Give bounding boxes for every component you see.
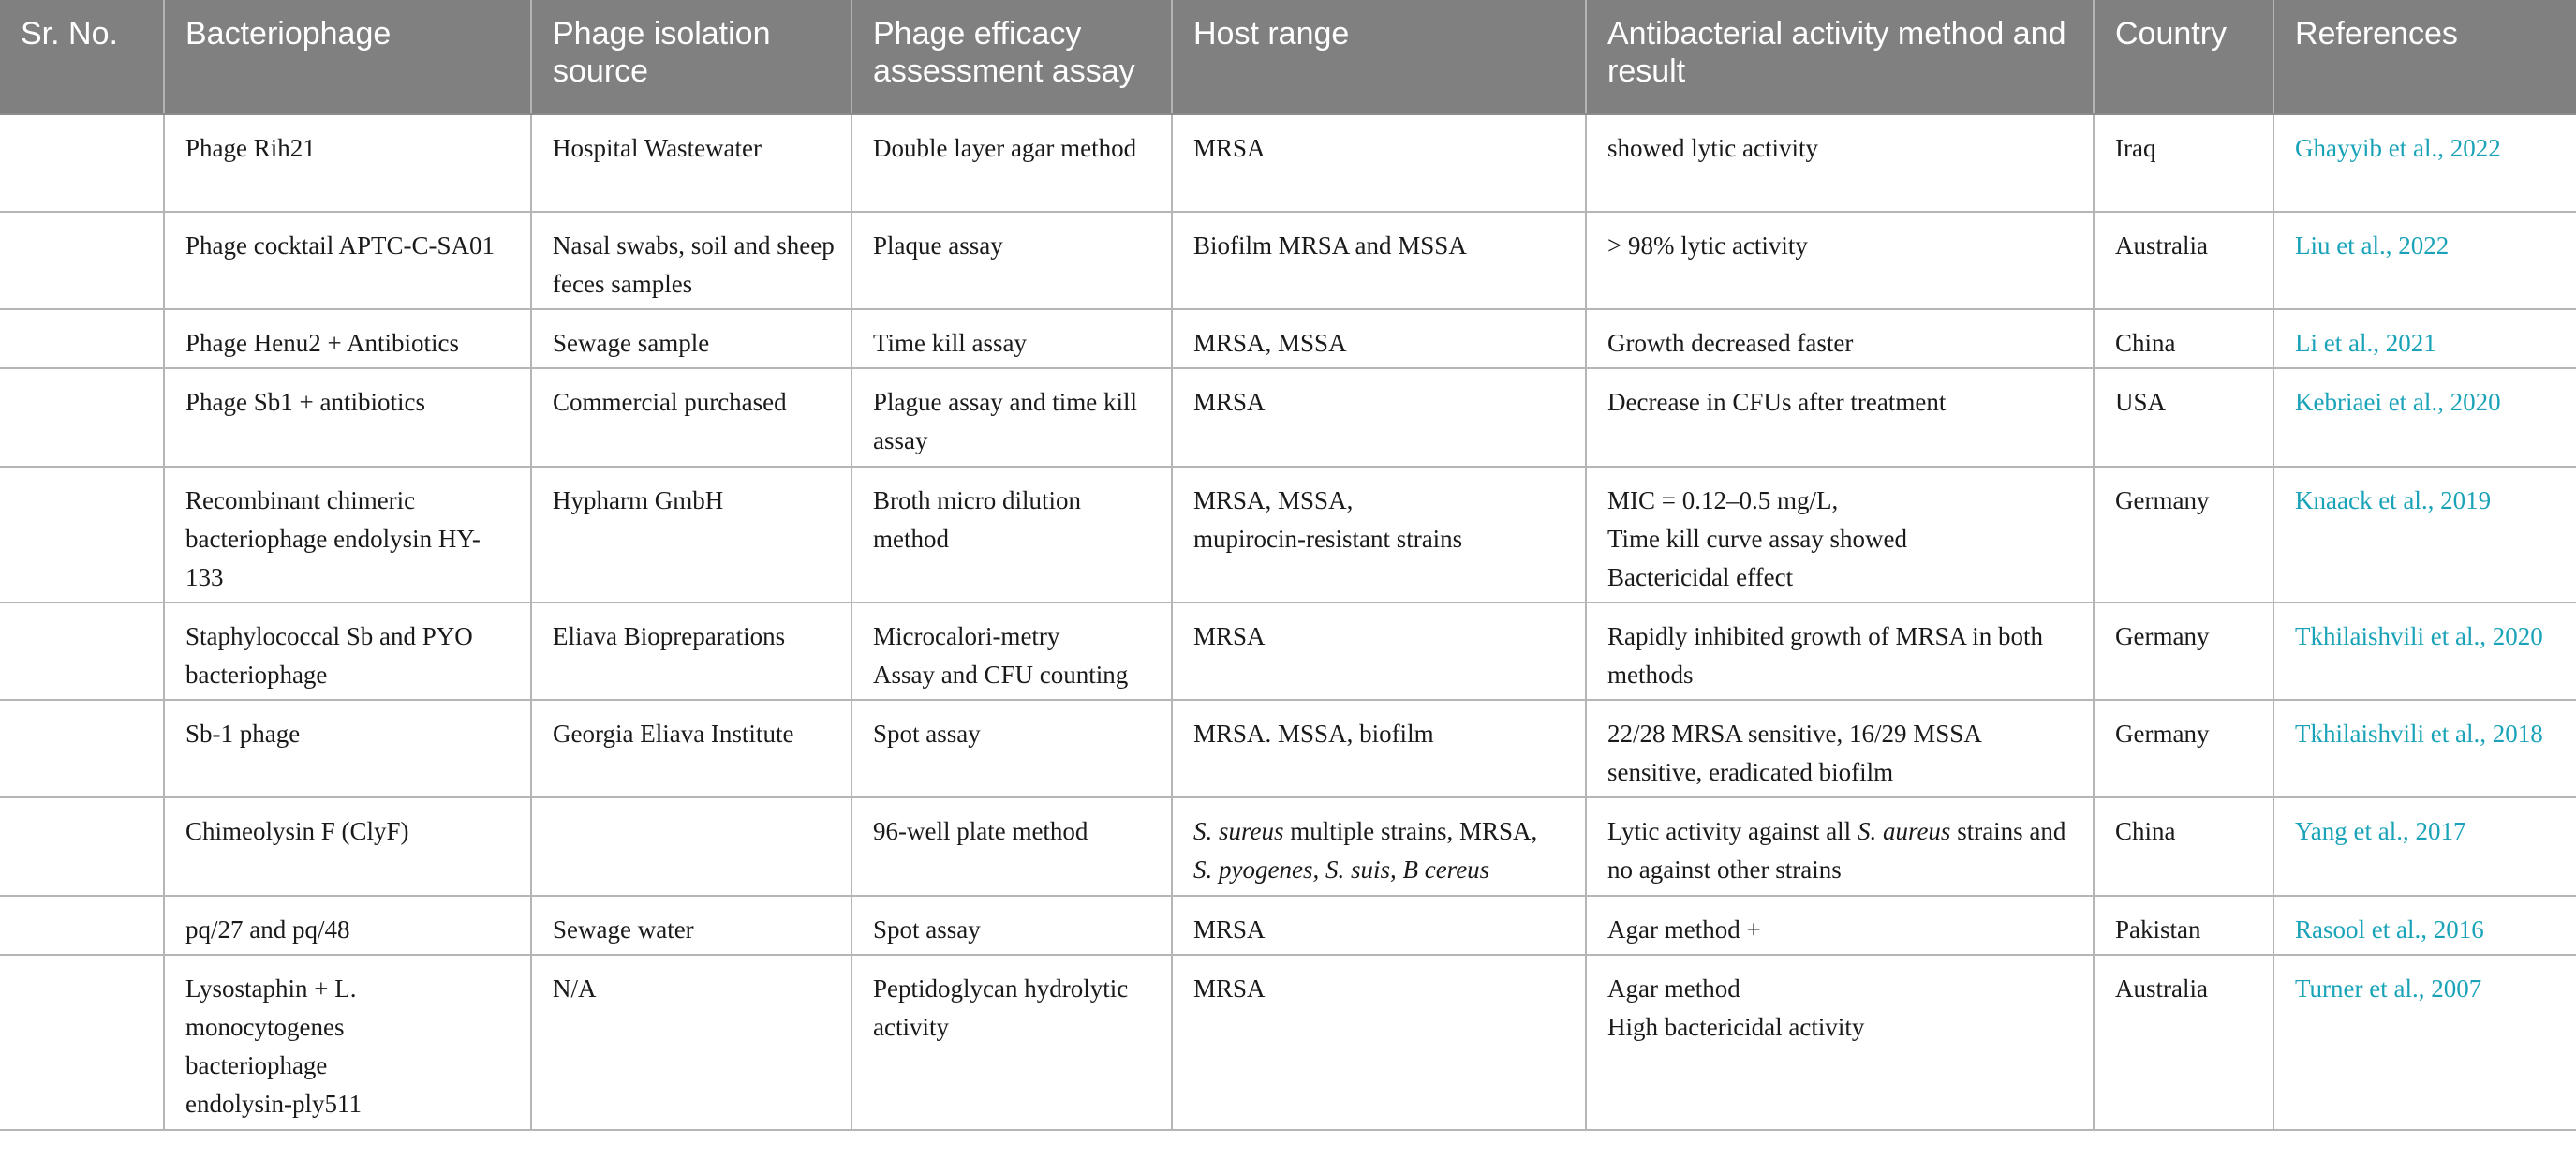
cell-antibacterial-result: showed lytic activity xyxy=(1586,114,2094,212)
cell-country: China xyxy=(2094,309,2273,368)
cell-host-range: MRSA. MSSA, biofilm xyxy=(1172,700,1586,797)
cell-antibacterial-result: Agar method + xyxy=(1586,896,2094,955)
cell-isolation-source: Commercial purchased xyxy=(531,368,851,467)
result-line: MIC = 0.12–0.5 mg/L, xyxy=(1607,486,1839,514)
cell-country: Germany xyxy=(2094,700,2273,797)
reference-author-link[interactable]: Tkhilaishvili et al., xyxy=(2295,622,2486,650)
column-header-efficacy-assay: Phage efficacy assessment assay xyxy=(851,0,1172,114)
cell-host-range: MRSA xyxy=(1172,368,1586,467)
cell-isolation-source: Eliava Biopreparations xyxy=(531,602,851,700)
cell-country: Iraq xyxy=(2094,114,2273,212)
cell-host-range: Biofilm MRSA and MSSA xyxy=(1172,212,1586,309)
bacteriophage-line: Lysostaphin + L. xyxy=(185,974,357,1003)
result-line: High bactericidal activity xyxy=(1607,1013,1865,1041)
table-row xyxy=(0,368,2576,467)
table-row xyxy=(0,700,2576,797)
cell-host-range: MRSA xyxy=(1172,955,1586,1130)
reference-author-link[interactable]: Liu et al., xyxy=(2295,231,2392,260)
reference-author-link[interactable]: Turner et al., xyxy=(2295,974,2425,1003)
cell-country: Pakistan xyxy=(2094,896,2273,955)
bacteriophage-line: endolysin-ply511 xyxy=(185,1090,362,1118)
reference-author-link[interactable]: Li et al., xyxy=(2295,329,2379,357)
cell-sr-no xyxy=(0,309,164,368)
reference-year-link[interactable]: 2021 xyxy=(2385,329,2436,357)
cell-antibacterial-result xyxy=(1586,467,2094,602)
table-row xyxy=(0,309,2576,368)
assay-line: Microcalori-metry xyxy=(873,622,1060,650)
cell-efficacy-assay: Peptidoglycan hydrolytic activity xyxy=(851,955,1172,1130)
reference-year-link[interactable]: 2020 xyxy=(2492,622,2543,650)
reference-year-link[interactable]: 2019 xyxy=(2440,486,2492,514)
cell-efficacy-assay: Time kill assay xyxy=(851,309,1172,368)
cell-host-range xyxy=(1172,797,1586,896)
column-header-antibacterial-activity: Antibacterial activity method and result xyxy=(1586,0,2094,114)
reference-year-link[interactable]: 2018 xyxy=(2492,720,2543,748)
cell-antibacterial-result: Decrease in CFUs after treatment xyxy=(1586,368,2094,467)
host-range-species: S. pyogenes, S. suis, B cereus xyxy=(1193,855,1490,884)
cell-bacteriophage: Staphylococcal Sb and PYO bacteriophage xyxy=(164,602,531,700)
result-species: S. aureus xyxy=(1857,817,1951,845)
cell-isolation-source: Hypharm GmbH xyxy=(531,467,851,602)
cell-isolation-source: Georgia Eliava Institute xyxy=(531,700,851,797)
cell-reference xyxy=(2273,602,2576,700)
reference-author-link[interactable]: Yang et al., xyxy=(2295,817,2409,845)
cell-reference xyxy=(2273,797,2576,896)
host-range-species: S. sureus xyxy=(1193,817,1284,845)
cell-efficacy-assay: Plaque assay xyxy=(851,212,1172,309)
cell-bacteriophage: Phage Rih21 xyxy=(164,114,531,212)
table-row xyxy=(0,212,2576,309)
cell-sr-no xyxy=(0,797,164,896)
cell-isolation-source xyxy=(531,797,851,896)
result-line: Agar method xyxy=(1607,974,1740,1003)
column-header-references: References xyxy=(2273,0,2576,114)
result-text: strains and no against other strains xyxy=(1607,817,2066,884)
cell-reference xyxy=(2273,212,2576,309)
cell-bacteriophage: Phage Henu2 + Antibiotics xyxy=(164,309,531,368)
cell-reference xyxy=(2273,309,2576,368)
cell-sr-no xyxy=(0,368,164,467)
reference-year-link[interactable]: 2007 xyxy=(2431,974,2482,1003)
reference-author-link[interactable]: Rasool et al., xyxy=(2295,915,2427,944)
table-row xyxy=(0,114,2576,212)
host-range-line: mupirocin-resistant strains xyxy=(1193,525,1463,553)
cell-sr-no xyxy=(0,955,164,1130)
cell-isolation-source: Sewage sample xyxy=(531,309,851,368)
reference-author-link[interactable]: Tkhilaishvili et al., xyxy=(2295,720,2486,748)
bacteriophage-line: monocytogenes xyxy=(185,1013,345,1041)
cell-bacteriophage xyxy=(164,955,531,1130)
cell-sr-no xyxy=(0,896,164,955)
cell-antibacterial-result xyxy=(1586,955,2094,1130)
cell-country: USA xyxy=(2094,368,2273,467)
cell-isolation-source: Sewage water xyxy=(531,896,851,955)
cell-bacteriophage: Phage cocktail APTC-C-SA01 xyxy=(164,212,531,309)
cell-bacteriophage: Recombinant chimeric bacteriophage endolysin HY-133 xyxy=(164,467,531,602)
host-range-text: multiple strains, MRSA, xyxy=(1283,817,1538,845)
header-row xyxy=(0,0,2576,114)
cell-country: China xyxy=(2094,797,2273,896)
table-row xyxy=(0,797,2576,896)
cell-efficacy-assay: Double layer agar method xyxy=(851,114,1172,212)
cell-antibacterial-result: Rapidly inhibited growth of MRSA in both methods xyxy=(1586,602,2094,700)
cell-country: Australia xyxy=(2094,212,2273,309)
column-header-sr-no: Sr. No. xyxy=(0,0,164,114)
cell-isolation-source: Hospital Wastewater xyxy=(531,114,851,212)
reference-year-link[interactable]: 2017 xyxy=(2415,817,2466,845)
cell-efficacy-assay: Spot assay xyxy=(851,896,1172,955)
cell-host-range: MRSA, MSSA xyxy=(1172,309,1586,368)
cell-bacteriophage: Phage Sb1 + antibiotics xyxy=(164,368,531,467)
column-header-bacteriophage: Bacteriophage xyxy=(164,0,531,114)
reference-author-link[interactable]: Kebriaei et al., xyxy=(2295,388,2444,416)
host-range-line: MRSA, MSSA, xyxy=(1193,486,1354,514)
cell-country: Australia xyxy=(2094,955,2273,1130)
cell-reference xyxy=(2273,955,2576,1130)
cell-efficacy-assay: Plague assay and time kill assay xyxy=(851,368,1172,467)
cell-host-range: MRSA xyxy=(1172,896,1586,955)
cell-country: Germany xyxy=(2094,602,2273,700)
cell-reference xyxy=(2273,467,2576,602)
reference-year-link[interactable]: 2016 xyxy=(2433,915,2484,944)
reference-author-link[interactable]: Knaack et al., xyxy=(2295,486,2435,514)
cell-sr-no xyxy=(0,467,164,602)
reference-author-link[interactable]: Ghayyib et al., xyxy=(2295,134,2444,162)
table-row xyxy=(0,467,2576,602)
cell-isolation-source: Nasal swabs, soil and sheep feces samples xyxy=(531,212,851,309)
cell-reference xyxy=(2273,700,2576,797)
cell-reference xyxy=(2273,368,2576,467)
reference-year-link[interactable]: 2022 xyxy=(2450,134,2501,162)
cell-bacteriophage: Sb-1 phage xyxy=(164,700,531,797)
table-row xyxy=(0,602,2576,700)
cell-bacteriophage: pq/27 and pq/48 xyxy=(164,896,531,955)
cell-sr-no xyxy=(0,602,164,700)
cell-antibacterial-result xyxy=(1586,797,2094,896)
table-row xyxy=(0,955,2576,1130)
cell-reference xyxy=(2273,896,2576,955)
cell-efficacy-assay: Broth micro dilution method xyxy=(851,467,1172,602)
cell-efficacy-assay: 96-well plate method xyxy=(851,797,1172,896)
result-text: Lytic activity against all xyxy=(1607,817,1858,845)
result-line: Time kill curve assay showed xyxy=(1607,525,1907,553)
column-header-host-range: Host range xyxy=(1172,0,1586,114)
cell-efficacy-assay xyxy=(851,602,1172,700)
cell-efficacy-assay: Spot assay xyxy=(851,700,1172,797)
cell-host-range xyxy=(1172,467,1586,602)
result-line: Bactericidal effect xyxy=(1607,563,1794,591)
cell-reference xyxy=(2273,114,2576,212)
reference-year-link[interactable]: 2022 xyxy=(2398,231,2450,260)
column-header-country: Country xyxy=(2094,0,2273,114)
reference-year-link[interactable]: 2020 xyxy=(2450,388,2501,416)
table-row xyxy=(0,896,2576,955)
cell-antibacterial-result: 22/28 MRSA sensitive, 16/29 MSSA sensitive, eradicated biofilm xyxy=(1586,700,2094,797)
cell-host-range: MRSA xyxy=(1172,114,1586,212)
cell-antibacterial-result: Growth decreased faster xyxy=(1586,309,2094,368)
cell-sr-no xyxy=(0,212,164,309)
assay-line: Assay and CFU counting xyxy=(873,661,1129,689)
cell-sr-no xyxy=(0,700,164,797)
cell-antibacterial-result: > 98% lytic activity xyxy=(1586,212,2094,309)
cell-country: Germany xyxy=(2094,467,2273,602)
cell-sr-no xyxy=(0,114,164,212)
cell-isolation-source: N/A xyxy=(531,955,851,1130)
cell-host-range: MRSA xyxy=(1172,602,1586,700)
cell-bacteriophage: Chimeolysin F (ClyF) xyxy=(164,797,531,896)
column-header-isolation-source: Phage isolation source xyxy=(531,0,851,114)
bacteriophage-line: bacteriophage xyxy=(185,1051,328,1079)
